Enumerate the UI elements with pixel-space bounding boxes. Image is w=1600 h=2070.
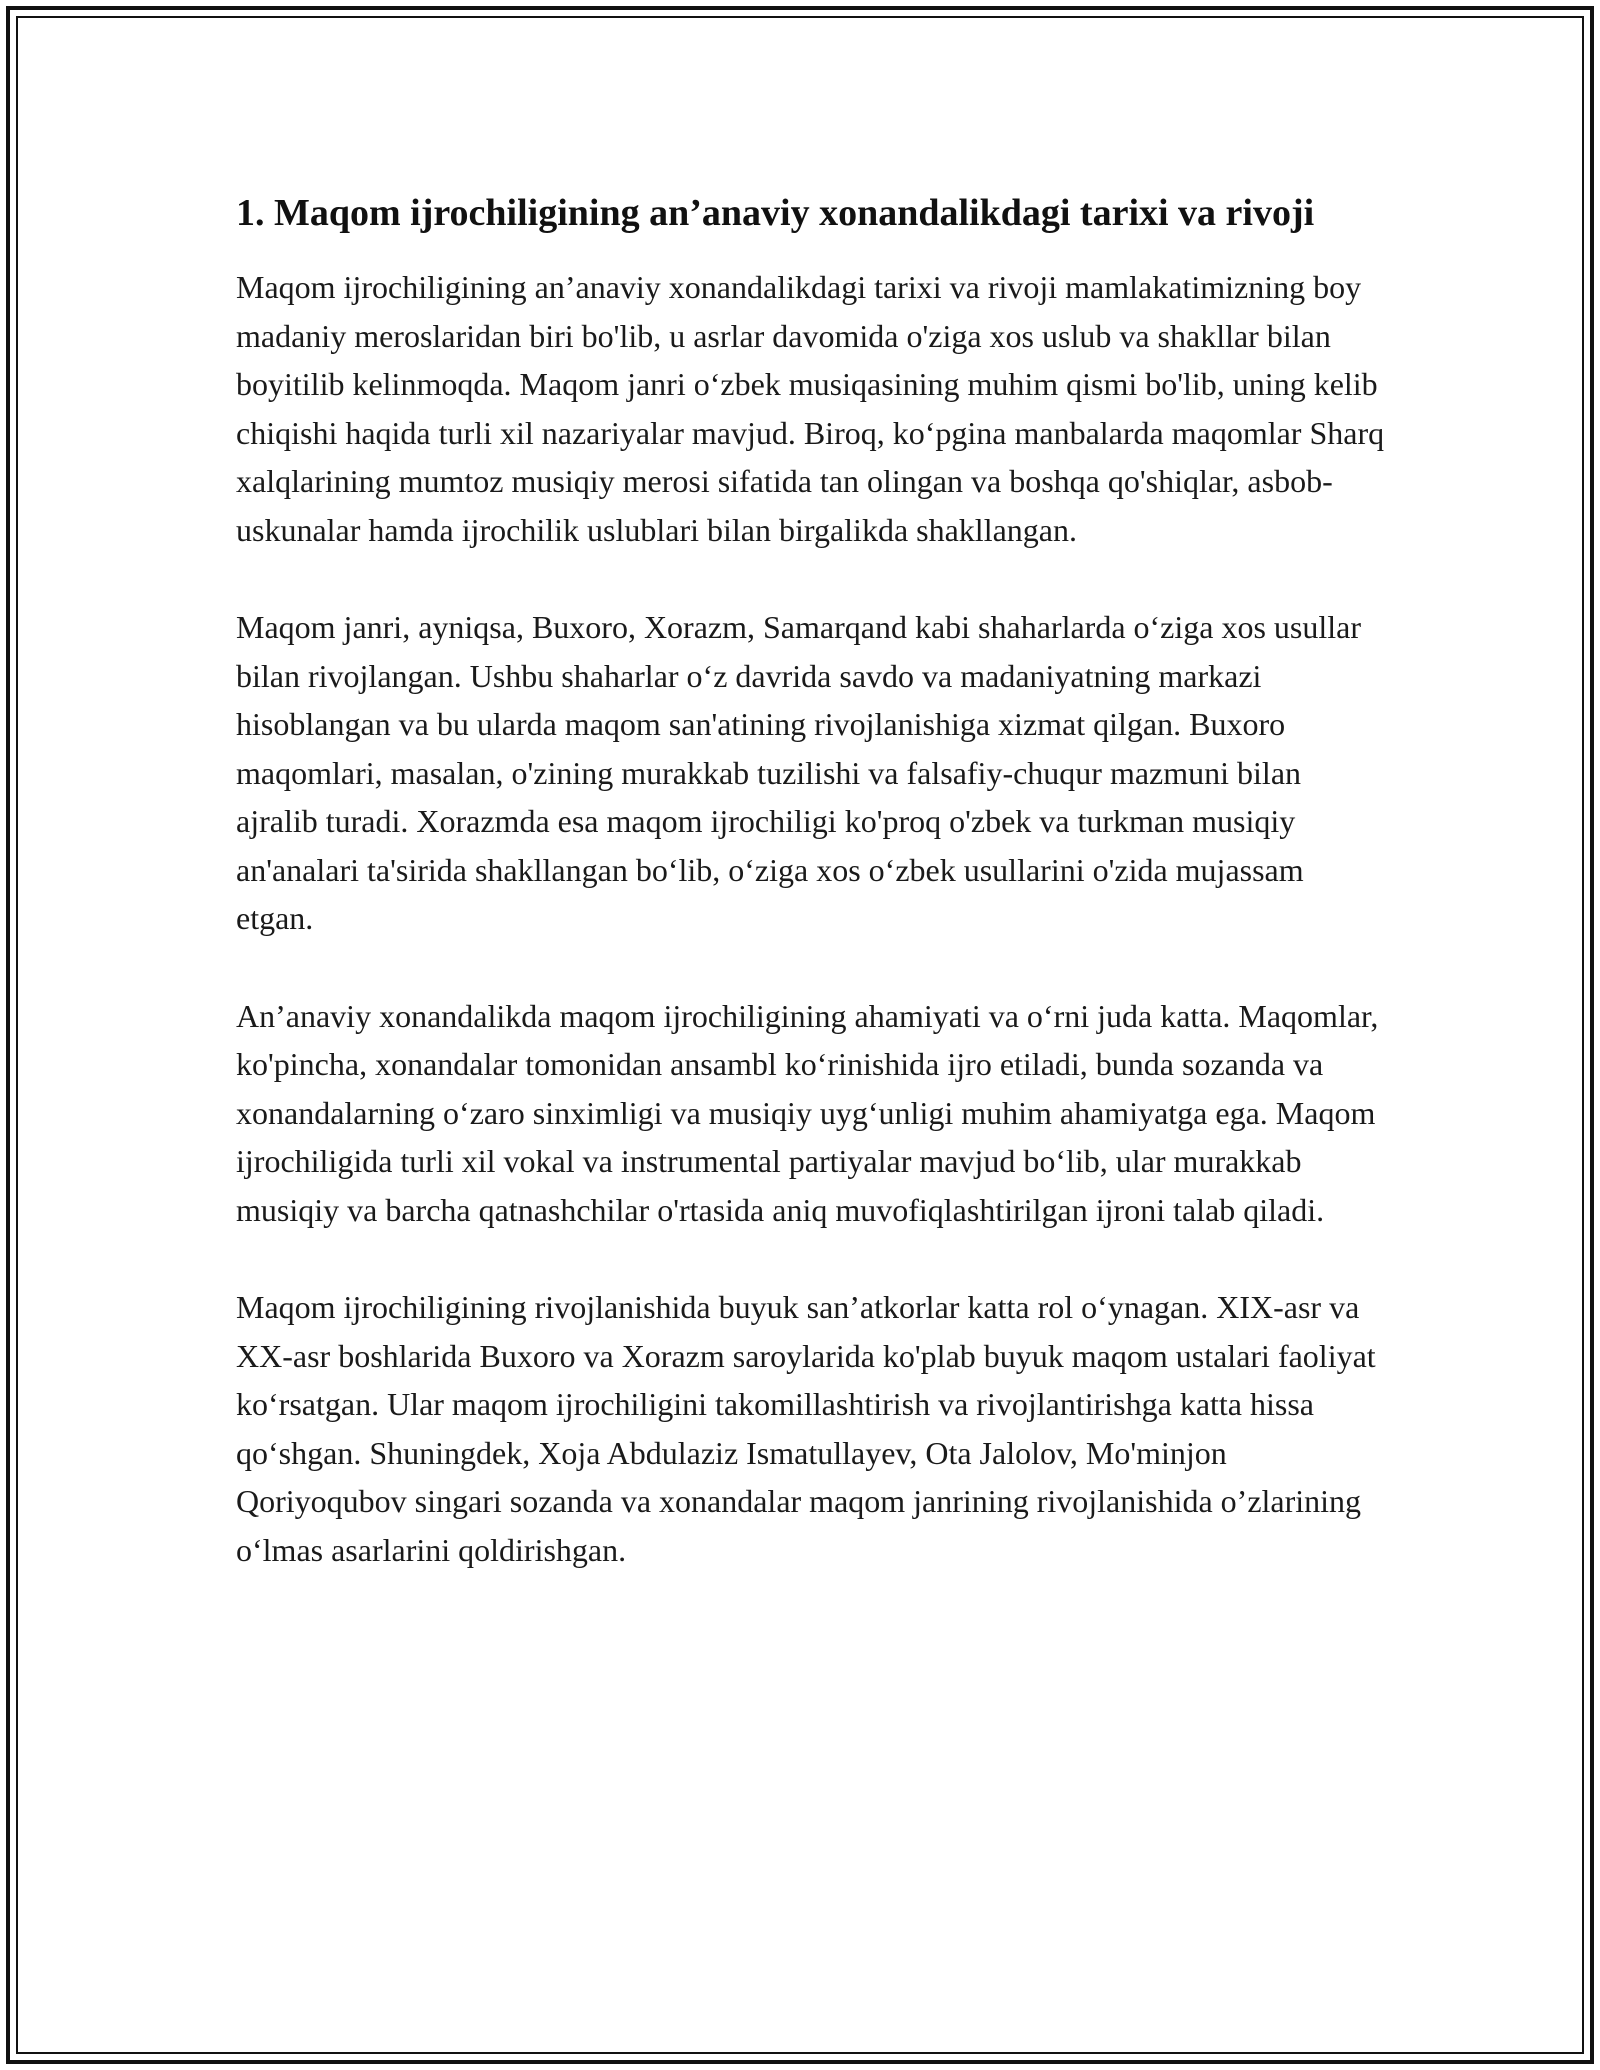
paragraph: Maqom ijrochiligining an’anaviy xonandalikdagi tarixi va rivoji mamlakatimizning boy madaniy meroslaridan biri bo'lib, u asrlar davomida o'ziga xos uslub va shakllar bilan boyitilib kelinmoqda. Maqom janri o‘zbek musiqasining muhim qismi bo'lib, uning kelib chiqishi haqida turli xil nazariyalar mavjud. Biroq, ko‘pgina manbalarda maqomlar Sharq xalqlarining mumtoz musiqiy merosi sifatida tan olingan va boshqa qo'shiqlar, asbob-uskunalar hamda ijrochilik uslublari bilan birgalikda shakllangan. (236, 269, 1385, 548)
paragraph: Maqom ijrochiligining rivojlanishida buyuk san’atkorlar katta rol o‘ynagan. XIX-asr va XX-asr boshlarida Buxoro va Xorazm saroylarida ko'plab buyuk maqom ustalari faoliyat ko‘rsatgan. Ular maqom ijrochiligini takomillashtirish va rivojlantirishga katta hissa qo‘shgan. Shuningdek, Xoja Abdulaziz Ismatullayev, Ota Jalolov, Mo'minjon Qoriyoqubov singari sozanda va xonandalar maqom janrining rivojlanishida o’zlarining o‘lmas asarlarini qoldirishgan. (236, 1289, 1376, 1568)
paragraph: Maqom janri, ayniqsa, Buxoro, Xorazm, Samarqand kabi shaharlarda o‘ziga xos usullar bilan rivojlangan. Ushbu shaharlar o‘z davrida savdo va madaniyatning markazi hisoblangan va bu ularda maqom san'atining rivojlanishiga xizmat qilgan. Buxoro maqomlari, masalan, o'zining murakkab tuzilishi va falsafiy-chuqur mazmuni bilan ajralib turadi. Xorazmda esa maqom ijrochiligi ko'proq o'zbek va turkman musiqiy an'analari ta'sirida shakllangan bo‘lib, o‘ziga xos o‘zbek usullarini o'zida mujassam etgan. (236, 609, 1362, 936)
paragraph: An’anaviy xonandalikda maqom ijrochiligining ahamiyati va o‘rni juda katta. Maqomlar, ko'pincha, xonandalar tomonidan ansambl ko‘rinishida ijro etiladi, bunda sozanda va xonandalarning o‘zaro sinximligi va musiqiy uyg‘unligi muhim ahamiyatga ega. Maqom ijrochiligida turli xil vokal va instrumental partiyalar mavjud bo‘lib, ular murakkab musiqiy va barcha qatnashchilar o'rtasida aniq muvofiqlashtirilgan ijroni talab qiladi. (236, 997, 1379, 1228)
document-body (236, 186, 1386, 1623)
section-heading: 1. Maqom ijrochiligining an’anaviy xonandalikdagi tarixi va rivoji (236, 192, 1315, 234)
